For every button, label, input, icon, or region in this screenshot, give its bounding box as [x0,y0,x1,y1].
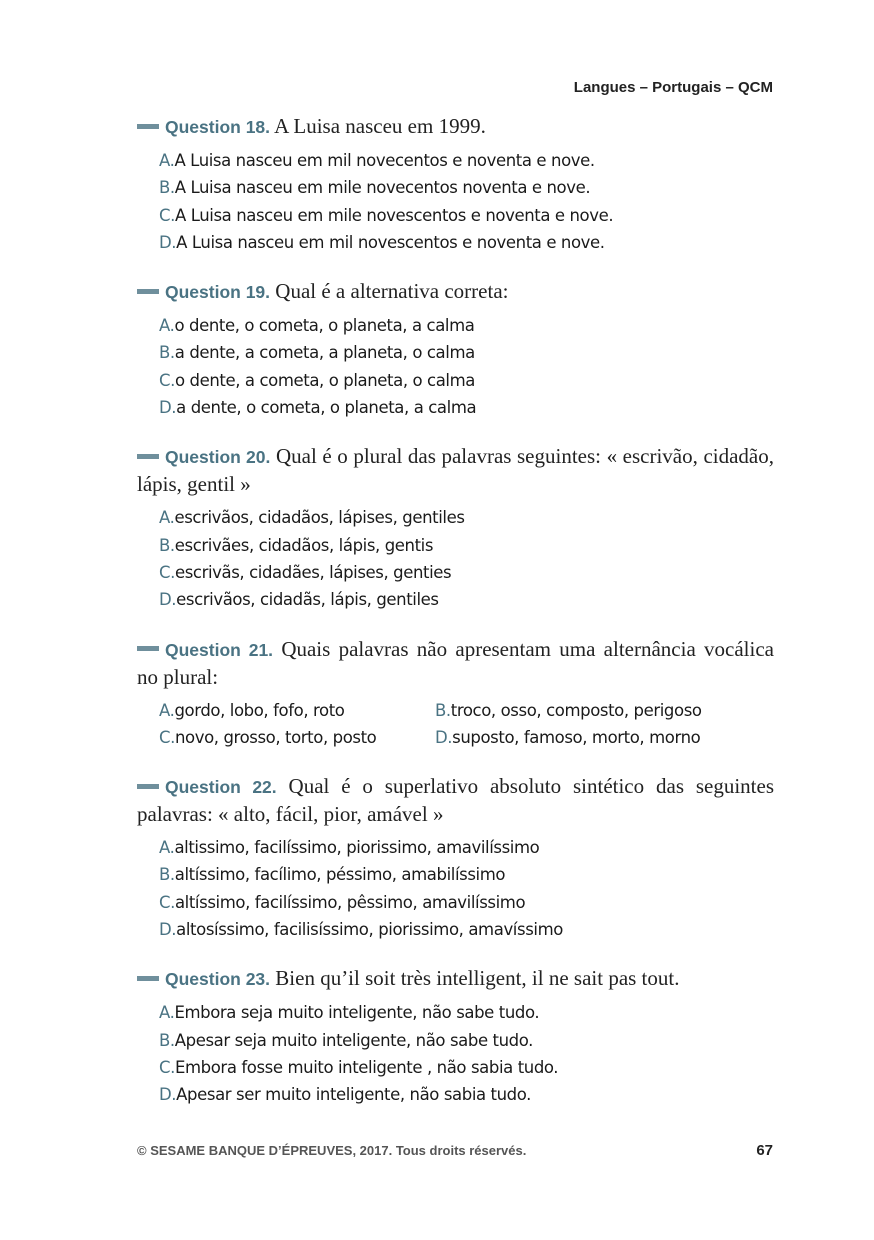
answer-letter: C. [159,370,175,390]
answer-option [435,724,701,751]
dash-icon [137,124,159,129]
question-line [137,113,774,141]
answer-text: escrivãs, cidadães, lápises, genties [174,562,452,582]
answer-list [137,147,774,256]
dash-icon [137,784,159,789]
question-list [137,113,774,1131]
answer-text: a dente, a cometa, a planeta, o calma [174,343,475,363]
question-20 [137,443,774,613]
answer-text: Embora fosse muito inteligente , não sabia tudo. [174,1057,559,1077]
answer-option [159,1027,774,1054]
question-label: Question 18. [165,117,271,137]
answer-text: Apesar ser muito inteligente, não sabia tudo. [176,1085,532,1105]
question-line [137,443,774,498]
answer-option [159,229,774,256]
answer-option [159,339,774,366]
answer-option [159,147,774,174]
answer-text: troco, osso, composto, perigoso [450,700,702,720]
answer-letter: D. [159,232,177,252]
answer-option [159,861,774,888]
answer-letter: C. [159,205,175,225]
answer-option [159,1081,774,1108]
answer-text: escrivães, cidadãos, lápis, gentis [174,535,434,555]
answer-text: altissimo, facilíssimo, piorissimo, amavilíssimo [174,838,540,858]
answer-letter: C. [159,1057,175,1077]
answer-option [435,697,702,724]
answer-option [159,367,774,394]
answer-letter: B. [435,700,451,720]
answer-text: escrivãos, cidadãos, lápises, gentiles [174,508,465,528]
question-label: Question 21. [165,639,274,660]
question-label: Question 22. [165,777,277,798]
question-21 [137,636,774,752]
answer-text: a dente, o cometa, o planeta, a calma [176,398,477,418]
question-label: Question 23. [165,969,271,990]
question-22 [137,773,774,943]
answer-letter: B. [159,865,175,885]
answer-list [137,504,774,613]
answer-letter: B. [159,1030,175,1050]
answer-text: A Luisa nasceu em mile novescentos e noventa e nove. [174,205,614,225]
question-text: Bien qu’il soit très intelligent, il ne sait pas tout. [275,966,680,991]
answer-letter: D. [435,727,453,747]
question-label: Question 20. [165,447,271,468]
answer-letter: A. [159,700,175,720]
question-line [137,278,774,306]
answer-option [159,697,435,724]
question-18 [137,113,774,256]
answer-list [137,999,774,1108]
answer-option [159,559,774,586]
answer-text: gordo, lobo, fofo, roto [174,700,345,720]
question-23 [137,965,774,1108]
dash-icon [137,646,159,651]
answer-letter: D. [159,1085,177,1105]
answer-letter: A. [159,838,175,858]
answer-letter: D. [159,398,177,418]
answer-text: escrivãos, cidadãs, lápis, gentiles [176,590,439,610]
dash-icon [137,454,159,459]
answer-list [137,834,774,943]
answer-letter: B. [159,178,175,198]
answer-option [159,916,774,943]
running-header: Langues – Portugais – QCM [573,79,773,96]
answer-option [159,504,774,531]
answer-letter: A. [159,508,175,528]
answer-grid [137,697,774,752]
question-19 [137,278,774,421]
answer-option [159,174,774,201]
question-label: Question 19. [165,282,271,303]
question-line [137,773,774,828]
question-text: Qual é o superlativo absoluto sintético das seguintes palavras: « alto, fácil, pior, amável » [137,774,775,827]
answer-option [159,834,774,861]
question-line [137,636,774,691]
question-text: Qual é a alternativa correta: [275,279,509,304]
page-number: 67 [756,1142,773,1159]
answer-text: A Luisa nasceu em mile novecentos noventa e nove. [174,178,591,198]
answer-text: altíssimo, facílimo, péssimo, amabilíssimo [174,865,506,885]
answer-list [137,312,774,421]
answer-letter: C. [159,892,175,912]
answer-text: o dente, o cometa, o planeta, a calma [174,316,475,336]
answer-text: novo, grosso, torto, posto [174,727,377,747]
answer-option [159,532,774,559]
answer-text: o dente, a cometa, o planeta, o calma [174,370,475,390]
answer-option [159,586,774,613]
answer-letter: C. [159,562,175,582]
question-text: Quais palavras não apresentam uma alternância vocálica no plural: [137,636,774,689]
dash-icon [137,289,159,294]
answer-option [159,999,774,1026]
answer-text: Apesar seja muito inteligente, não sabe tudo. [174,1030,533,1050]
answer-letter: C. [159,727,175,747]
question-text: Qual é o plural das palavras seguintes: « escrivão, cidadão, lápis, gentil » [137,444,774,497]
answer-letter: B. [159,535,175,555]
answer-letter: D. [159,590,177,610]
answer-text: A Luisa nasceu em mil novescentos e noventa e nove. [176,232,605,252]
answer-text: Embora seja muito inteligente, não sabe tudo. [174,1003,540,1023]
question-text: A Luisa nasceu em 1999. [274,114,486,138]
answer-letter: A. [159,151,175,170]
answer-letter: B. [159,343,175,363]
answer-option [159,724,435,751]
answer-option [159,1054,774,1081]
answer-text: A Luisa nasceu em mil novecentos e noventa e nove. [174,151,595,170]
answer-text: suposto, famoso, morto, morno [452,727,701,747]
copyright-notice: © SESAME BANQUE D’ÉPREUVES, 2017. Tous droits réservés. [137,1143,527,1158]
answer-option [159,394,774,421]
question-line [137,965,774,993]
answer-text: altíssimo, facilíssimo, pêssimo, amavilíssimo [174,892,526,912]
answer-option [159,312,774,339]
answer-option [159,889,774,916]
answer-letter: A. [159,1003,175,1023]
answer-option [159,202,774,229]
answer-letter: D. [159,920,177,940]
answer-letter: A. [159,316,175,336]
answer-text: altosíssimo, facilisíssimo, piorissimo, amavíssimo [176,920,563,940]
dash-icon [137,976,159,981]
